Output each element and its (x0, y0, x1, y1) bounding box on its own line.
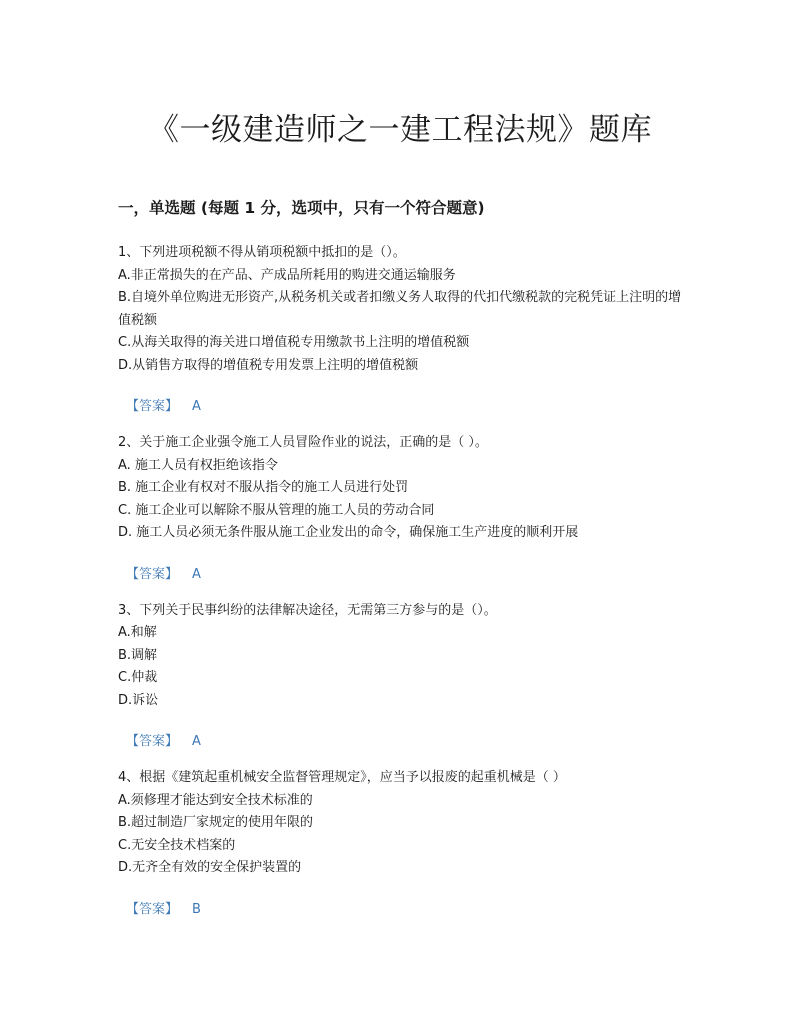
option-c: C.无安全技术档案的 (118, 837, 236, 853)
option-c: C.仲裁 (118, 670, 158, 685)
answer-label: 【答案】 (126, 399, 179, 414)
question-4 (118, 767, 688, 921)
answer-label: 【答案】 (126, 734, 179, 749)
question-3 (118, 600, 688, 754)
question-list (118, 242, 688, 935)
option-a: A. 施工人员有权拒绝该指令 (118, 457, 278, 473)
option-a: A.非正常损失的在产品、产成品所耗用的购进交通运输服务 (118, 267, 456, 283)
question-stem: 1、下列进项税额不得从销项税额中抵扣的是（）。 (118, 245, 406, 260)
answer-line (118, 564, 688, 586)
option-d: D.从销售方取得的增值税专用发票上注明的增值税额 (118, 357, 419, 373)
answer-line (118, 396, 688, 418)
question-stem: 3、下列关于民事纠纷的法律解决途径，无需第三方参与的是（）。 (118, 602, 497, 618)
option-d: D.无齐全有效的安全保护装置的 (118, 860, 302, 875)
question-1 (118, 242, 688, 418)
question-stem: 2、关于施工企业强令施工人员冒险作业的说法，正确的是（ ）。 (118, 435, 488, 450)
option-b: B. 施工企业有权对不服从指令的施工人员进行处罚 (118, 480, 409, 495)
answer-value: A (192, 734, 201, 749)
answer-label: 【答案】 (126, 901, 179, 917)
answer-label: 【答案】 (126, 566, 179, 582)
option-b: B.自境外单位购进无形资产,从税务机关或者扣缴义务人取得的代扣代缴税款的完税凭证上注明的增值税额 (118, 290, 682, 328)
option-b: B.调解 (118, 647, 158, 663)
option-d: D. 施工人员必须无条件服从施工企业发出的命令，确保施工生产进度的顺利开展 (118, 525, 579, 540)
option-d: D.诉讼 (118, 692, 159, 708)
answer-line (118, 899, 688, 921)
answer-value: A (192, 566, 201, 582)
section-heading: 一，单选题 (每题 1 分，选项中，只有一个符合题意) (118, 199, 485, 217)
question-2 (118, 432, 688, 586)
document-title: 《一级建造师之一建工程法规》题库 (148, 112, 652, 148)
option-a: A.须修理才能达到安全技术标准的 (118, 792, 313, 808)
answer-value: A (192, 399, 201, 414)
option-c: C. 施工企业可以解除不服从管理的施工人员的劳动合同 (118, 502, 435, 518)
option-a: A.和解 (118, 625, 157, 640)
answer-value: B (192, 901, 201, 917)
question-stem: 4、根据《建筑起重机械安全监督管理规定》，应当予以报废的起重机械是（ ） (118, 770, 566, 785)
answer-line (118, 731, 688, 753)
option-b: B.超过制造厂家规定的使用年限的 (118, 815, 314, 830)
option-c: C.从海关取得的海关进口增值税专用缴款书上注明的增值税额 (118, 335, 470, 350)
